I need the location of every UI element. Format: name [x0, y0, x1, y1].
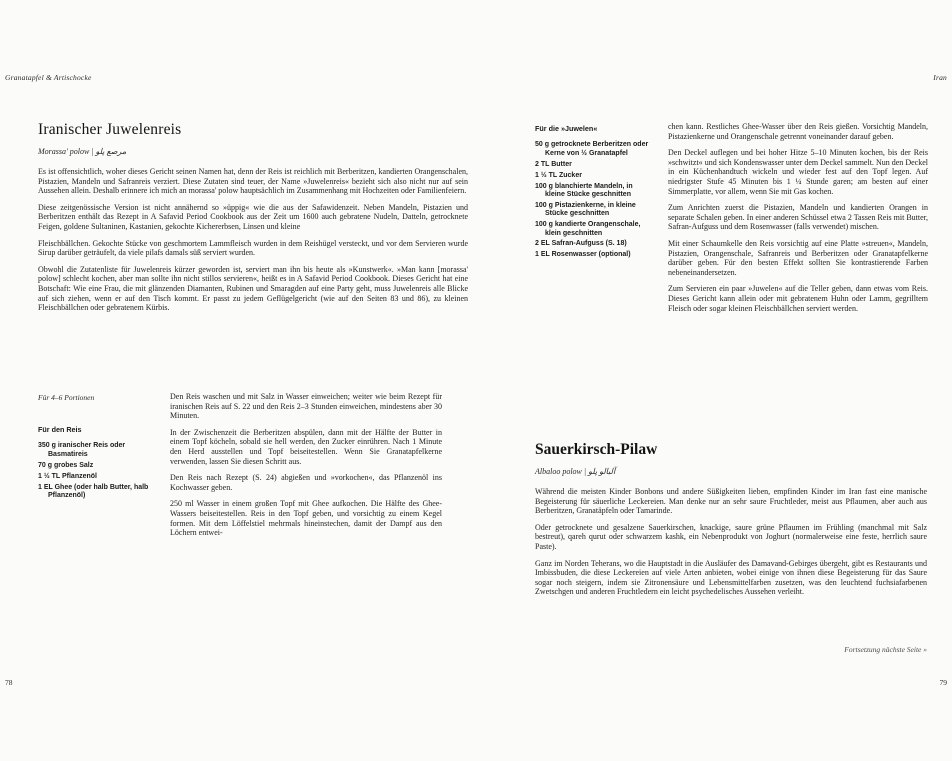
method-column-left	[170, 392, 442, 545]
method-paragraph: Mit einer Schaumkelle den Reis vorsichtig auf eine Platte »streuen«, Mandeln, Pistazien, Orangenschale, Safranreis und Berberitzen oder Granatapfelkerne darüber geben. Für den besten Effekt sollten Sie kontrastierende Farben nebeneinandersetzen.	[668, 238, 928, 277]
ingredient-item: 350 g iranischer Reis oder Basmatireis	[38, 442, 126, 458]
ingredient-item: 2 EL Safran-Aufguss (S. 18)	[535, 240, 627, 248]
ingredients-header: Für die »Juwelen«	[535, 124, 598, 133]
recipe-intro	[38, 167, 468, 320]
portions-note: Für 4–6 Portionen	[38, 393, 95, 402]
recipe-intro-second	[535, 487, 927, 604]
intro-paragraph: Fleischbällchen. Gekochte Stücke von geschmortem Lammfleisch wurden in dem Reishügel versteckt, und vor dem Servieren wurde Sirup darüber geträufelt, da viele pilafs damals süß serviert wurden.	[38, 238, 468, 258]
method-column-right	[668, 122, 928, 320]
ingredient-item: 1 EL Rosenwasser (optional)	[535, 251, 631, 259]
recipe-subtitle-second: Albaloo polow | آلبالو پلو	[535, 467, 616, 476]
recipe-title: Iranischer Juwelenreis	[38, 121, 182, 138]
running-head-right: Iran	[933, 73, 947, 82]
intro-paragraph: Während die meisten Kinder Bonbons und andere Süßigkeiten lieben, empfinden Kinder im Iran fast eine manische Begeisterung für säuerliche Leckereien. Man denke nur an sehr saure Fruchtleder, meist aus Pflaumen, aber auch aus Berberitzen, Granatäpfeln oder Tamarinde.	[535, 487, 927, 516]
ingredient-item: 1 EL Ghee (oder halb Butter, halb Pflanzenöl)	[38, 483, 149, 499]
page-number-right: 79	[939, 678, 947, 687]
method-paragraph: Den Deckel auflegen und bei hoher Hitze 5–10 Minuten kochen, bis der Reis »schwitzt« und sich Kondenswasser unter dem Deckel sammelt. Nun den Deckel in ein Küchenhandtuch wickeln und wieder fest auf den Topf legen. Auf niedrigster Stufe 45 Minuten bis 1 ¼ Stunde garen; am besten auf einer Simmerplatte, vor allem, wenn Sie mit Gas kochen.	[668, 148, 928, 196]
ingredients-header: Für den Reis	[38, 425, 82, 434]
recipe-title-second: Sauerkirsch-Pilaw	[535, 441, 658, 458]
intro-paragraph: Diese zeitgenössische Version ist nicht annähernd so »üppig« wie die aus der Safawidenzeit. Neben Mandeln, Pistazien und Berberitzen enthält das Rezept in A Safavid Period Cookbook aus der Zeit um 1600 auch gebratene Nudeln, Datteln, getrocknete Feigen, goldene Sultaninen, Kastanien, gekochte Kichererbsen, Linsen und kleine	[38, 202, 468, 231]
method-paragraph: chen kann. Restliches Ghee-Wasser über den Reis gießen. Vorsichtig Mandeln, Pistazienkerne und Orangenschale getrennt voneinander darauf geben.	[668, 122, 928, 141]
ingredients-list-rice	[38, 426, 156, 503]
page-number-left: 78	[5, 678, 13, 687]
ingredient-item: 1 ½ TL Pflanzenöl	[38, 472, 97, 480]
method-paragraph: Den Reis waschen und mit Salz in Wasser einweichen; weiter wie beim Rezept für iranischen Reis auf S. 22 und den Reis 2–3 Stunden einweichen, mindestens aber 30 Minuten.	[170, 392, 442, 421]
ingredient-item: 70 g grobes Salz	[38, 461, 94, 469]
method-paragraph: 250 ml Wasser in einem großen Topf mit Ghee aufkochen. Die Hälfte des Ghee-Wassers beiseitestellen. Reis in den Topf geben, und vorsichtig zu einem Kegel formen. Mit dem Löffelstiel mehrmals hineinstechen, damit der Dampf aus den Löchern entwei-	[170, 499, 442, 538]
method-paragraph: Zum Servieren ein paar »Juwelen« auf die Teller geben, dann etwas vom Reis. Dieses Gericht kann allein oder mit gebratenem Huhn oder Lamm, gegrilltem Fleisch oder sogar kleinen Fleischbällchen serviert werden.	[668, 284, 928, 313]
method-paragraph: Den Reis nach Rezept (S. 24) abgießen und »vorkochen«, das Pflanzenöl ins Kochwasser geben.	[170, 473, 442, 492]
recipe-subtitle: Morassa' polow | مرصع پلو	[38, 147, 127, 156]
ingredient-item: 100 g blanchierte Mandeln, in kleine Stücke geschnitten	[535, 182, 633, 198]
ingredient-item: 50 g getrocknete Berberitzen oder Kerne von ½ Granatapfel	[535, 141, 649, 157]
intro-paragraph: Obwohl die Zutatenliste für Juwelenreis kürzer geworden ist, serviert man ihn bis heute als »Kunstwerk«. »Man kann [morassa' polow] schlecht kochen, aber man sollte ihn nicht stillos servieren«, heißt es in A Safavid Period Cookbook. Dieses Gericht hat eine Botschaft: Wie eine Frau, die mit glänzenden Diamanten, Rubinen und Smaragden auf eine Party geht, muss Juwelenreis alle Blicke auf sich ziehen, wenn er auf den Tisch kommt. Er passt zu jedem Geflügelgericht (wie auf den Seiten 83 und 86), zu kleinen Fleischbällchen oder gebratenem Kürbis.	[38, 264, 468, 313]
ingredient-item: 2 TL Butter	[535, 160, 572, 168]
ingredient-item: 100 g Pistazienkerne, in kleine Stücke geschnitten	[535, 201, 636, 218]
running-head-left: Granatapfel & Artischocke	[5, 73, 92, 82]
intro-paragraph: Ganz im Norden Teherans, wo die Hauptstadt in die Ausläufer des Damavand-Gebirges übergeht, gibt es Restaurants und Imbissbuden, die diese Leckereien auf viele Arten anbieten, wobei einige von ihnen diese Begeisterung für das Saure sogar noch steigern, indem sie Zitronensäure und Lebensmittelfarben zusetzen, was den leuchtend fuchsiafarbenen Zwetschgen und anderen Fruchtledern ein leicht psychedelisches Aussehen verleiht.	[535, 558, 927, 597]
continuation-note: Fortsetzung nächste Seite »	[844, 645, 927, 654]
ingredient-item: 1 ½ TL Zucker	[535, 171, 582, 179]
ingredient-item: 100 g kandierte Orangenschale, klein geschnitten	[535, 221, 641, 237]
intro-paragraph: Oder getrocknete und gesalzene Sauerkirschen, knackige, saure grüne Pflaumen im Frühling (manchmal mit Salz bestreut), qareh qurut oder schwarzem kashk, ein Nebenprodukt von Joghurt (normalerweise eine feste, herrlich saure Paste).	[535, 522, 927, 551]
ingredients-list-jewels	[535, 125, 653, 262]
intro-paragraph: Es ist offensichtlich, woher dieses Gericht seinen Namen hat, denn der Reis ist reichlich mit Berberitzen, kandierten Orangenschalen, Pistazien, Mandeln und Safranreis verziert. Diese Zutaten sind teuer, der Name »Juwelenreis« bezieht sich also nicht nur auf sein Aussehen allein. Deshalb erinnere ich mich an morassa' polow hauptsächlich im Zusammenhang mit Hochzeiten oder Familienfeiern.	[38, 167, 468, 196]
method-paragraph: In der Zwischenzeit die Berberitzen abspülen, dann mit der Hälfte der Butter in einem Topf köcheln, sobald sie hell werden, den Zucker einrühren. Nach 1 Minute den Herd ausstellen und Topf beiseitestellen. Wenn Sie Granatapfelkerne verwenden, lassen Sie diesen Schritt aus.	[170, 427, 442, 466]
method-paragraph: Zum Anrichten zuerst die Pistazien, Mandeln und kandierten Orangen in separate Schalen geben. In einer anderen Schüssel etwa 2 Tassen Reis mit Butter, Safran-Aufguss und dem Rosenwasser (falls verwendet) mischen.	[668, 203, 928, 232]
